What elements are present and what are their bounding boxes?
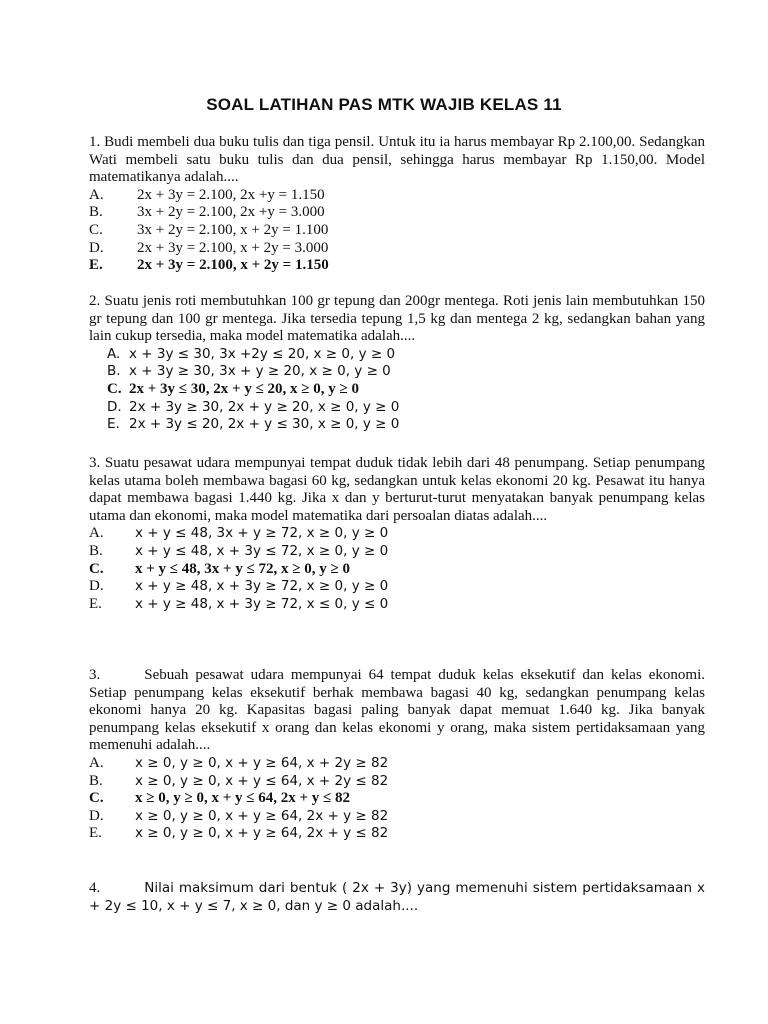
option-label: A. — [89, 186, 104, 203]
option-label: A. — [107, 345, 121, 362]
option-label: C. — [107, 380, 122, 397]
option-label: A. — [89, 525, 104, 542]
question-1 — [89, 134, 705, 275]
question-3-option-d — [89, 578, 705, 596]
question-3-option-b — [89, 543, 705, 561]
question-3-text: 3. Suatu pesawat udara mempunyai tempat duduk tidak lebih dari 48 penumpang. Setiap penumpang kelas utama boleh membawa bagasi 60 kg, sedangkan untuk kelas ekonomi 20 kg. Pesawat itu hanya dapat membawa bagasi 1.440 kg. Jika x dan y berturut-turut menyatakan banyak penumpang kelas utama dan ekonomi, maka model matematika dari persoalan diatas adalah.... — [89, 455, 705, 524]
option-text: 3x + 2y = 2.100, 2x +y = 3.000 — [137, 204, 325, 221]
option-text: x + 3y ≥ 30, 3x + y ≥ 20, x ≥ 0, y ≥ 0 — [129, 363, 391, 380]
option-label: C. — [89, 560, 104, 577]
option-text: 2x + 3y = 2.100, x + 2y = 3.000 — [137, 239, 329, 256]
option-text: x ≥ 0, y ≥ 0, x + y ≤ 64, x + 2y ≤ 82 — [135, 772, 389, 789]
question-4-option-d — [89, 808, 705, 826]
option-label: E. — [89, 595, 102, 612]
question-4 — [89, 667, 705, 843]
question-4-option-e — [89, 825, 705, 843]
option-text: x + y ≥ 48, x + 3y ≥ 72, x ≥ 0, y ≥ 0 — [135, 578, 389, 595]
option-text: 2x + 3y ≥ 30, 2x + y ≥ 20, x ≥ 0, y ≥ 0 — [129, 398, 400, 415]
option-label: B. — [89, 772, 103, 789]
option-label: D. — [89, 239, 104, 256]
option-label: D. — [89, 578, 104, 595]
question-2-option-d — [89, 399, 705, 417]
option-label: B. — [89, 204, 103, 221]
question-5-number: 4. — [89, 880, 101, 896]
option-label: D. — [89, 807, 104, 824]
question-5-text — [89, 880, 705, 915]
question-4-text — [89, 667, 705, 755]
question-4-option-a — [89, 755, 705, 773]
option-label: B. — [107, 363, 121, 380]
question-1-option-d — [89, 240, 705, 258]
option-label: E. — [107, 416, 120, 433]
question-1-option-e-answer — [89, 257, 705, 275]
option-text: 2x + 3y = 2.100, x + 2y = 1.150 — [137, 257, 329, 274]
option-text: 2x + 3y = 2.100, 2x +y = 1.150 — [137, 186, 325, 203]
option-text: x ≥ 0, y ≥ 0, x + y ≥ 64, x + 2y ≥ 82 — [135, 754, 389, 771]
question-1-option-c — [89, 222, 705, 240]
option-text: x + 3y ≤ 30, 3x +2y ≤ 20, x ≥ 0, y ≥ 0 — [129, 345, 396, 362]
option-text: x ≥ 0, y ≥ 0, x + y ≥ 64, 2x + y ≥ 82 — [135, 807, 389, 824]
page-title: SOAL LATIHAN PAS MTK WAJIB KELAS 11 — [206, 95, 562, 114]
question-4-body: Sebuah pesawat udara mempunyai 64 tempat duduk kelas eksekutif dan kelas ekonomi. Setiap penumpang kelas eksekutif berhak membawa bagasi 40 kg, sedangkan penumpang kelas ekonomi hanya 20 kg. Kapasitas bagasi paling banyak dapat memuat 1.640 kg. Jika banyak penumpang kelas eksekutif x orang dan kelas ekonomi y orang, maka sistem pertidaksamaan yang memenuhi adalah.... — [89, 667, 705, 754]
option-text: x ≥ 0, y ≥ 0, x + y ≤ 64, 2x + y ≤ 82 — [135, 790, 351, 807]
option-label: C. — [89, 221, 103, 238]
option-label: C. — [89, 790, 104, 807]
option-label: B. — [89, 542, 103, 559]
question-2-option-b — [89, 363, 705, 381]
option-text: x + y ≤ 48, 3x + y ≤ 72, x ≥ 0, y ≥ 0 — [135, 560, 351, 577]
question-2 — [89, 293, 705, 434]
option-text: x ≥ 0, y ≥ 0, x + y ≥ 64, 2x + y ≤ 82 — [135, 825, 389, 842]
question-2-option-e — [89, 416, 705, 434]
question-2-option-a — [89, 346, 705, 364]
option-text: 2x + 3y ≤ 30, 2x + y ≤ 20, x ≥ 0, y ≥ 0 — [129, 380, 360, 397]
question-3-option-c-answer — [89, 561, 705, 579]
option-label: A. — [89, 754, 104, 771]
option-label: E. — [89, 825, 102, 842]
option-text: x + y ≤ 48, x + 3y ≤ 72, x ≥ 0, y ≥ 0 — [135, 542, 389, 559]
option-text: 2x + 3y ≤ 20, 2x + y ≤ 30, x ≥ 0, y ≥ 0 — [129, 416, 400, 433]
question-1-option-b — [89, 204, 705, 222]
question-3-option-e — [89, 596, 705, 614]
question-4-option-c-answer — [89, 790, 705, 808]
option-text: 3x + 2y = 2.100, x + 2y = 1.100 — [137, 221, 329, 238]
question-4-option-b — [89, 773, 705, 791]
question-2-option-c-answer — [89, 381, 705, 399]
question-5-body: Nilai maksimum dari bentuk ( 2x + 3y) yang memenuhi sistem pertidaksamaan x + 2y ≤ 10, x + y ≤ 7, x ≥ 0, dan y ≥ 0 adalah.... — [89, 880, 705, 914]
question-1-text: 1. Budi membeli dua buku tulis dan tiga pensil. Untuk itu ia harus membayar Rp 2.100,00. Sedangkan Wati membeli satu buku tulis dan dua pensil, sehingga harus membayar Rp 1.150,00. Model matematikanya adalah.... — [89, 134, 705, 186]
question-1-option-a — [89, 187, 705, 205]
option-label: D. — [107, 398, 122, 415]
option-label: E. — [89, 257, 103, 274]
option-text: x + y ≤ 48, 3x + y ≥ 72, x ≥ 0, y ≥ 0 — [135, 525, 389, 542]
question-3-option-a — [89, 525, 705, 543]
question-5 — [89, 880, 705, 915]
question-3 — [89, 455, 705, 613]
option-text: x + y ≥ 48, x + 3y ≥ 72, x ≤ 0, y ≤ 0 — [135, 595, 389, 612]
question-4-number: 3. — [89, 667, 101, 683]
question-2-text: 2. Suatu jenis roti membutuhkan 100 gr tepung dan 200gr mentega. Roti jenis lain membutuhkan 150 gr tepung dan 100 gr mentega. Jika tersedia tepung 1,5 kg dan mentega 2 kg, sedangkan bahan yang lain cukup tersedia, maka model matematika adalah.... — [89, 293, 705, 345]
